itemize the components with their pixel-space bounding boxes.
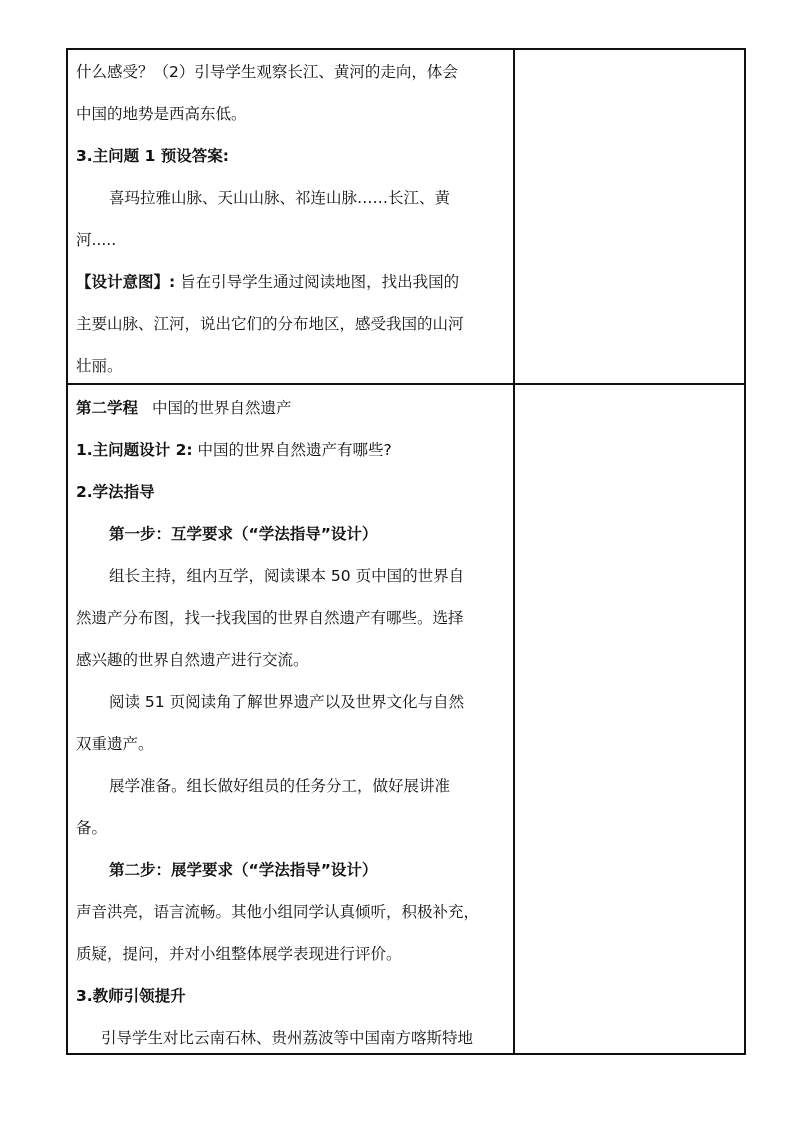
text-line: 什么感受？（2）引导学生观察长江、黄河的走向，体会 (76, 63, 458, 81)
text-line: 质疑，提问，并对小组整体展学表现进行评价。 (76, 945, 402, 963)
content-cell (68, 50, 515, 383)
notes-cell (515, 385, 744, 1053)
content-cell (68, 385, 515, 1053)
question-text: 中国的世界自然遗产有哪些? (192, 441, 392, 459)
step-heading: 第二步：展学要求（“学法指导”设计） (109, 861, 378, 879)
table-row (68, 383, 744, 1053)
text-line: 展学准备。组长做好组员的任务分工，做好展讲准 (109, 777, 451, 795)
design-intent-text: 旨在引导学生通过阅读地图，找出我国的 (175, 273, 460, 291)
text-line: 双重遗产。 (76, 735, 154, 753)
text-line: 感兴趣的世界自然遗产进行交流。 (76, 651, 309, 669)
section-heading: 2.学法指导 (76, 483, 155, 501)
stage-title: 中国的世界自然遗产 (152, 399, 292, 417)
design-intent-line (76, 261, 507, 303)
question-label: 1.主问题设计 2: (76, 441, 193, 459)
table-row (68, 50, 744, 383)
design-intent-label: 【设计意图】: (76, 273, 176, 291)
text-line: 声音洪亮，语言流畅。其他小组同学认真倾听，积极补充， (76, 903, 480, 921)
step-heading: 第一步：互学要求（“学法指导”设计） (109, 525, 378, 543)
text-line: 阅读 51 页阅读角了解世界遗产以及世界文化与自然 (109, 693, 465, 711)
section-heading: 3.主问题 1 预设答案: (76, 147, 229, 165)
lesson-table (66, 48, 746, 1055)
text-line: 河..... (76, 231, 117, 249)
text-line: 壮丽。 (76, 357, 123, 375)
text-line: 中国的地势是西高东低。 (76, 105, 247, 123)
text-line: 喜玛拉雅山脉、天山山脉、祁连山脉……长江、黄 (109, 189, 451, 207)
text-line: 组长主持，组内互学，阅读课本 50 页中国的世界自 (109, 567, 465, 585)
text-line: 主要山脉、江河，说出它们的分布地区，感受我国的山河 (76, 315, 464, 333)
section-heading: 3.教师引领提升 (76, 987, 186, 1005)
stage-heading (76, 387, 507, 429)
stage-label: 第二学程 (76, 399, 139, 417)
text-line: 然遗产分布图，找一找我国的世界自然遗产有哪些。选择 (76, 609, 464, 627)
text-line: 引导学生对比云南石林、贵州荔波等中国南方喀斯特地 (101, 1029, 474, 1047)
notes-cell (515, 50, 744, 383)
text-line: 备。 (76, 819, 108, 837)
question-line (76, 429, 507, 471)
